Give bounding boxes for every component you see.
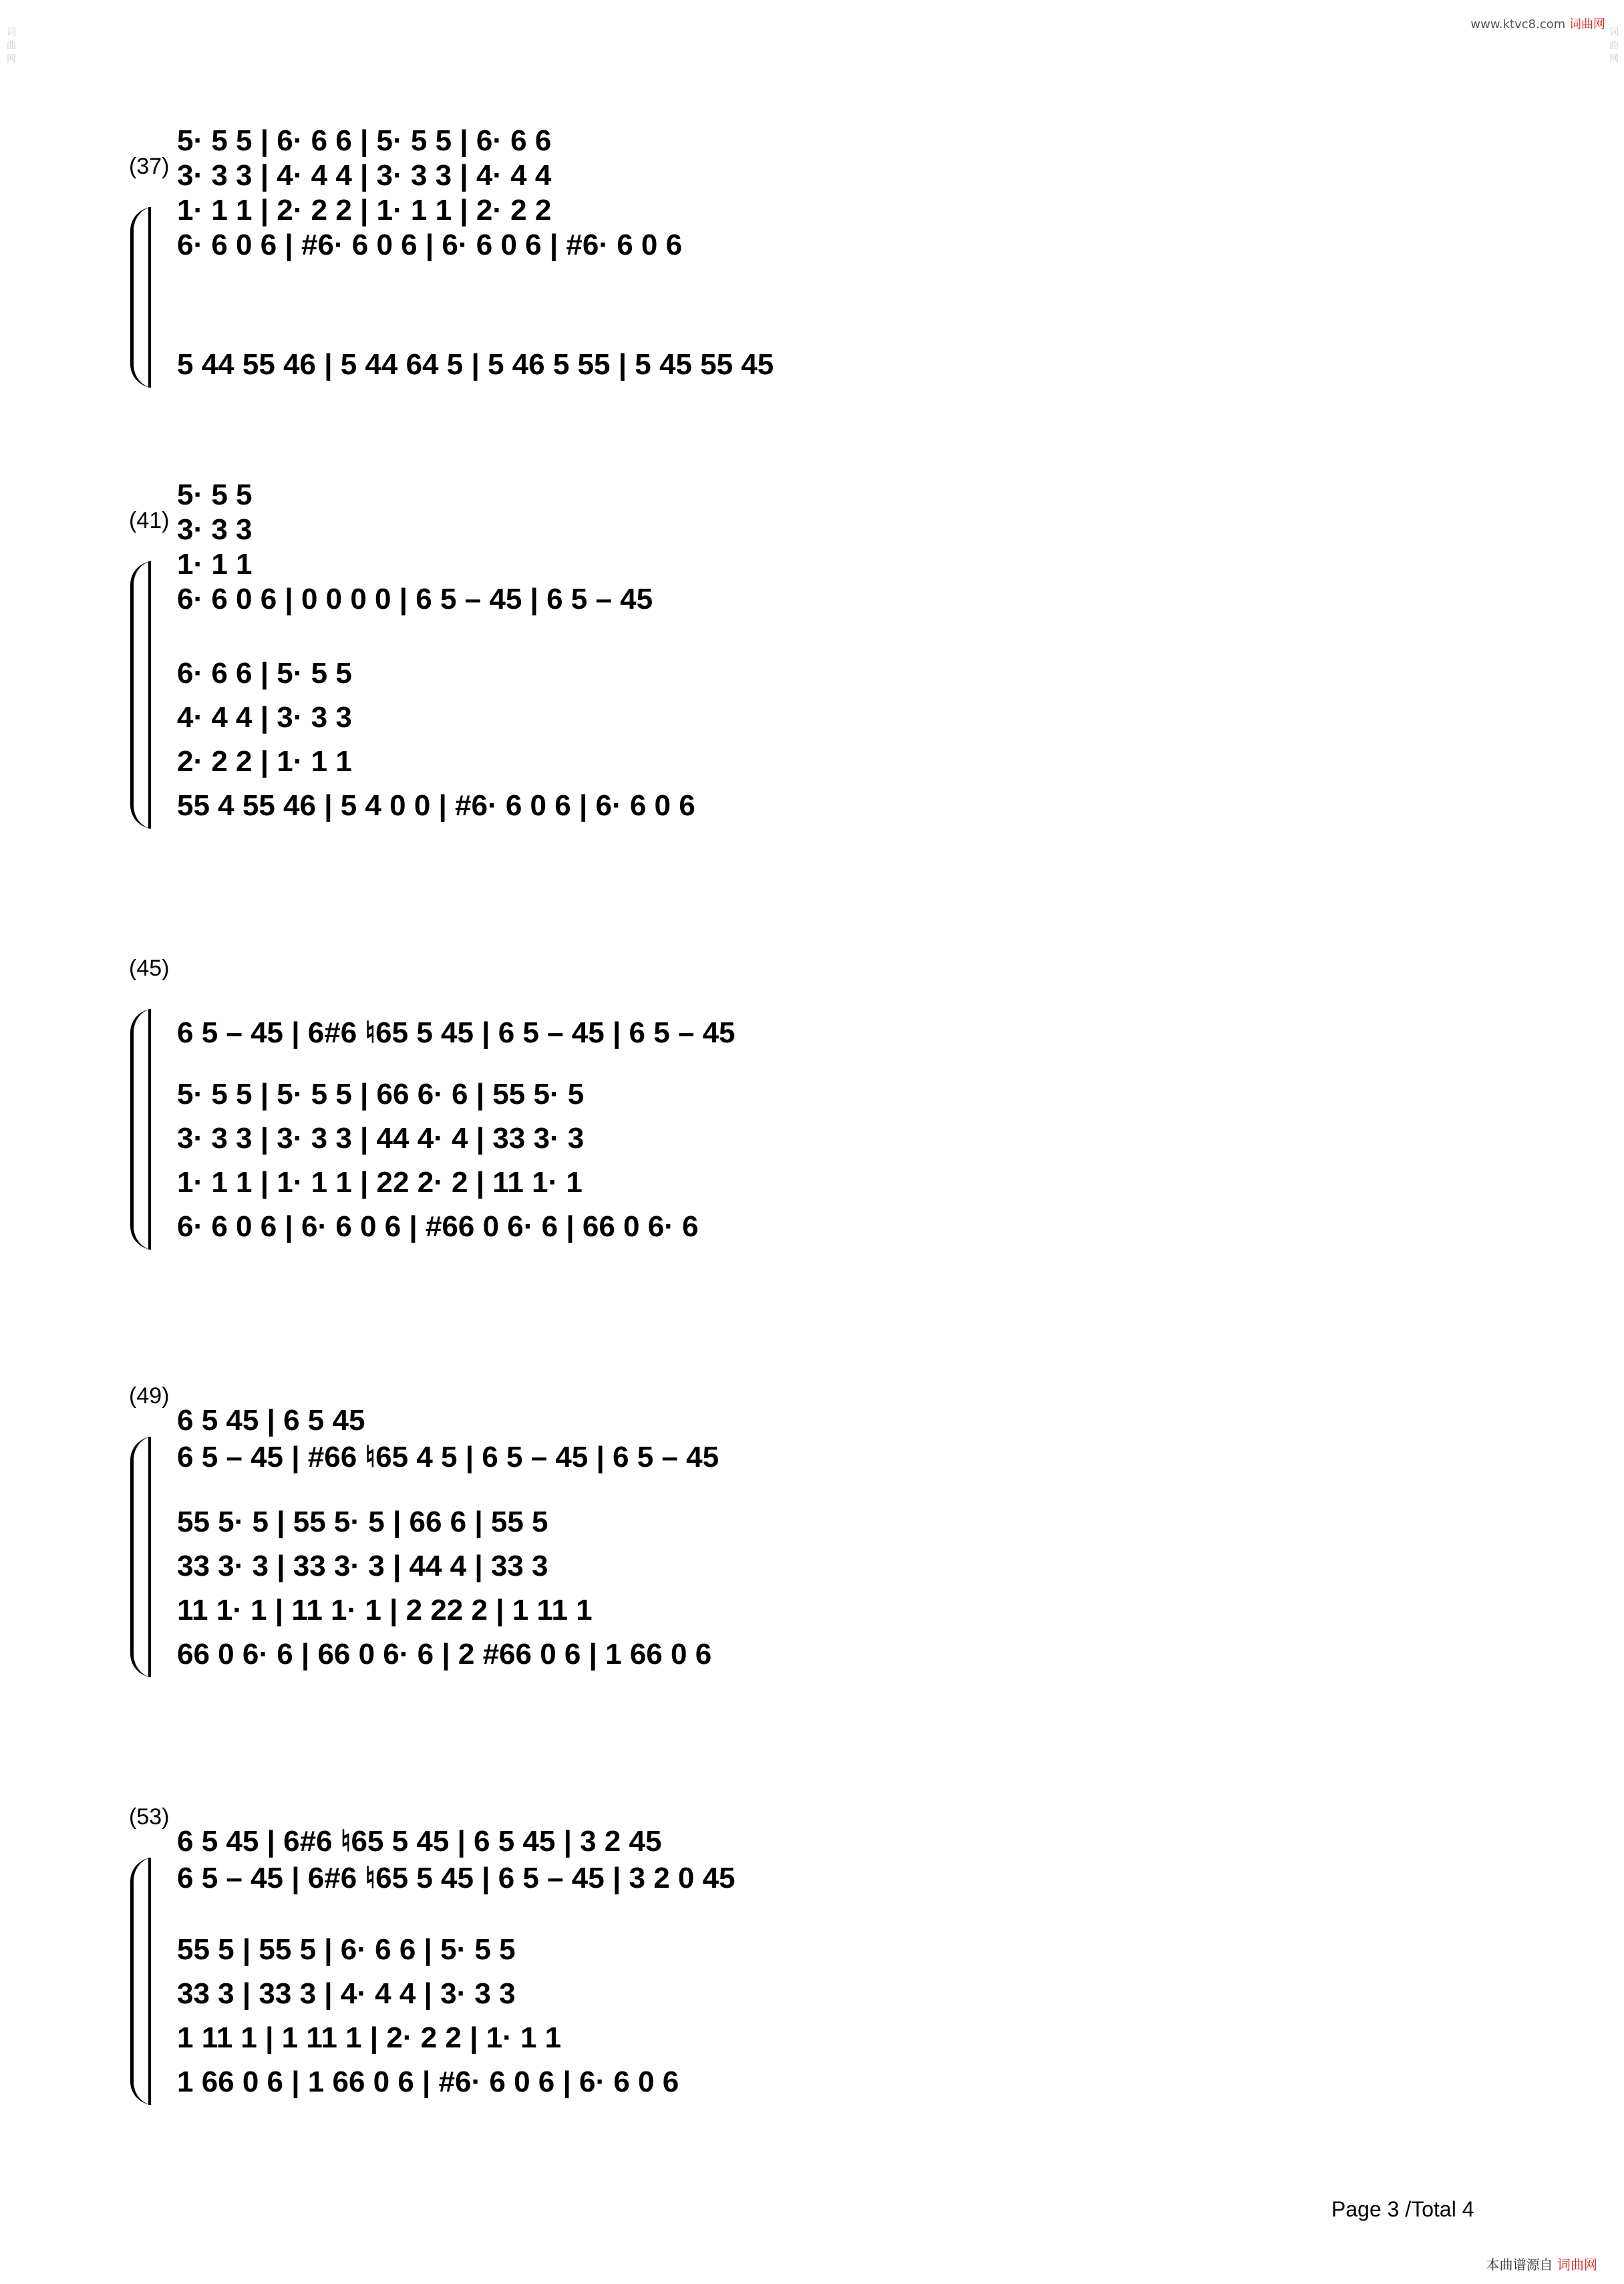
source-brand: 词曲网 — [1557, 2257, 1597, 2273]
notation-rows — [130, 114, 1500, 401]
lower-notation-row: 6· 6 6 | 5· 5 5 — [177, 657, 352, 690]
lower-notation-row: 66 0 6· 6 | 66 0 6· 6 | 2 #66 0 6 | 1 66 0 6 — [177, 1638, 712, 1671]
source-stamp — [1486, 2254, 1597, 2273]
music-system — [130, 1343, 1500, 1691]
lower-notation-row: 1 11 1 | 1 11 1 | 2· 2 2 | 1· 1 1 — [177, 2021, 562, 2054]
notation-rows — [130, 468, 1500, 842]
lower-notation-row: 2· 2 2 | 1· 1 1 — [177, 745, 352, 778]
upper-notation-row: 6 5 – 45 | 6#6 ♮65 5 45 | 6 5 – 45 | 6 5 – 45 — [177, 1016, 736, 1049]
measure-number: (49) — [129, 1383, 170, 1409]
lower-notation-row: 4· 4 4 | 3· 3 3 — [177, 701, 352, 734]
measure-number: (45) — [129, 956, 170, 981]
upper-notation-row: 6 5 45 | 6 5 45 — [177, 1404, 365, 1437]
lower-notation-row: 1· 1 1 | 1· 1 1 | 22 2· 2 | 11 1· 1 — [177, 1166, 583, 1199]
upper-notation-row: 6· 6 0 6 | 0 0 0 0 | 6 5 – 45 | 6 5 – 45 — [177, 583, 653, 615]
lower-notation-row: 5· 5 5 | 5· 5 5 | 66 6· 6 | 55 5· 5 — [177, 1078, 585, 1111]
upper-notation-row: 6· 6 0 6 | #6· 6 0 6 | 6· 6 0 6 | #6· 6 0 6 — [177, 229, 683, 261]
lower-notation-row: 33 3· 3 | 33 3· 3 | 44 4 | 33 3 — [177, 1550, 548, 1582]
lower-notation-row: 55 5· 5 | 55 5· 5 | 66 6 | 55 5 — [177, 1506, 548, 1538]
right-watermark-strip: 词曲网 — [1608, 27, 1619, 67]
lower-notation-row: 33 3 | 33 3 | 4· 4 4 | 3· 3 3 — [177, 1977, 516, 2010]
source-label: 本曲谱源自 — [1486, 2257, 1553, 2273]
measure-number: (41) — [129, 508, 170, 533]
lower-notation-row: 3· 3 3 | 3· 3 3 | 44 4· 4 | 33 3· 3 — [177, 1122, 585, 1155]
notation-rows — [130, 915, 1500, 1263]
upper-notation-row: 6 5 – 45 | 6#6 ♮65 5 45 | 6 5 – 45 | 3 2 0 45 — [177, 1862, 736, 1894]
notation-rows — [130, 1343, 1500, 1691]
upper-notation-row: 3· 3 3 — [177, 513, 253, 546]
upper-notation-row: 1· 1 1 | 2· 2 2 | 1· 1 1 | 2· 2 2 — [177, 194, 552, 227]
measure-number: (53) — [129, 1804, 170, 1830]
upper-notation-row: 1· 1 1 — [177, 548, 253, 581]
notation-rows — [130, 1764, 1500, 2118]
upper-notation-row: 5· 5 5 — [177, 478, 253, 511]
lower-notation-row: 6· 6 0 6 | 6· 6 0 6 | #66 0 6· 6 | 66 0 6· 6 — [177, 1210, 699, 1243]
upper-notation-row: 3· 3 3 | 4· 4 4 | 3· 3 3 | 4· 4 4 — [177, 159, 552, 192]
measure-number: (37) — [129, 154, 170, 179]
upper-notation-row: 6 5 – 45 | #66 ♮65 4 5 | 6 5 – 45 | 6 5 – 45 — [177, 1441, 719, 1473]
lower-notation-row: 5 44 55 46 | 5 44 64 5 | 5 46 5 55 | 5 45 55 45 — [177, 348, 774, 381]
lower-notation-row: 1 66 0 6 | 1 66 0 6 | #6· 6 0 6 | 6· 6 0 6 — [177, 2065, 679, 2098]
page-indicator: Page 3 /Total 4 — [1331, 2197, 1474, 2221]
lower-notation-row: 55 5 | 55 5 | 6· 6 6 | 5· 5 5 — [177, 1933, 516, 1966]
upper-notation-row: 5· 5 5 | 6· 6 6 | 5· 5 5 | 6· 6 6 — [177, 124, 552, 157]
lower-notation-row: 11 1· 1 | 11 1· 1 | 2 22 2 | 1 11 1 — [177, 1594, 593, 1626]
lower-notation-row: 55 4 55 46 | 5 4 0 0 | #6· 6 0 6 | 6· 6 0 6 — [177, 789, 695, 822]
left-watermark-strip: 词曲网 — [5, 27, 16, 67]
header-site — [1470, 15, 1605, 32]
music-system — [130, 915, 1500, 1263]
upper-notation-row: 6 5 45 | 6#6 ♮65 5 45 | 6 5 45 | 3 2 45 — [177, 1825, 662, 1858]
music-system — [130, 468, 1500, 842]
header-brand: 词曲网 — [1569, 17, 1605, 31]
music-system — [130, 1764, 1500, 2118]
music-system — [130, 114, 1500, 401]
header-url: www.ktvc8.com — [1470, 17, 1566, 31]
